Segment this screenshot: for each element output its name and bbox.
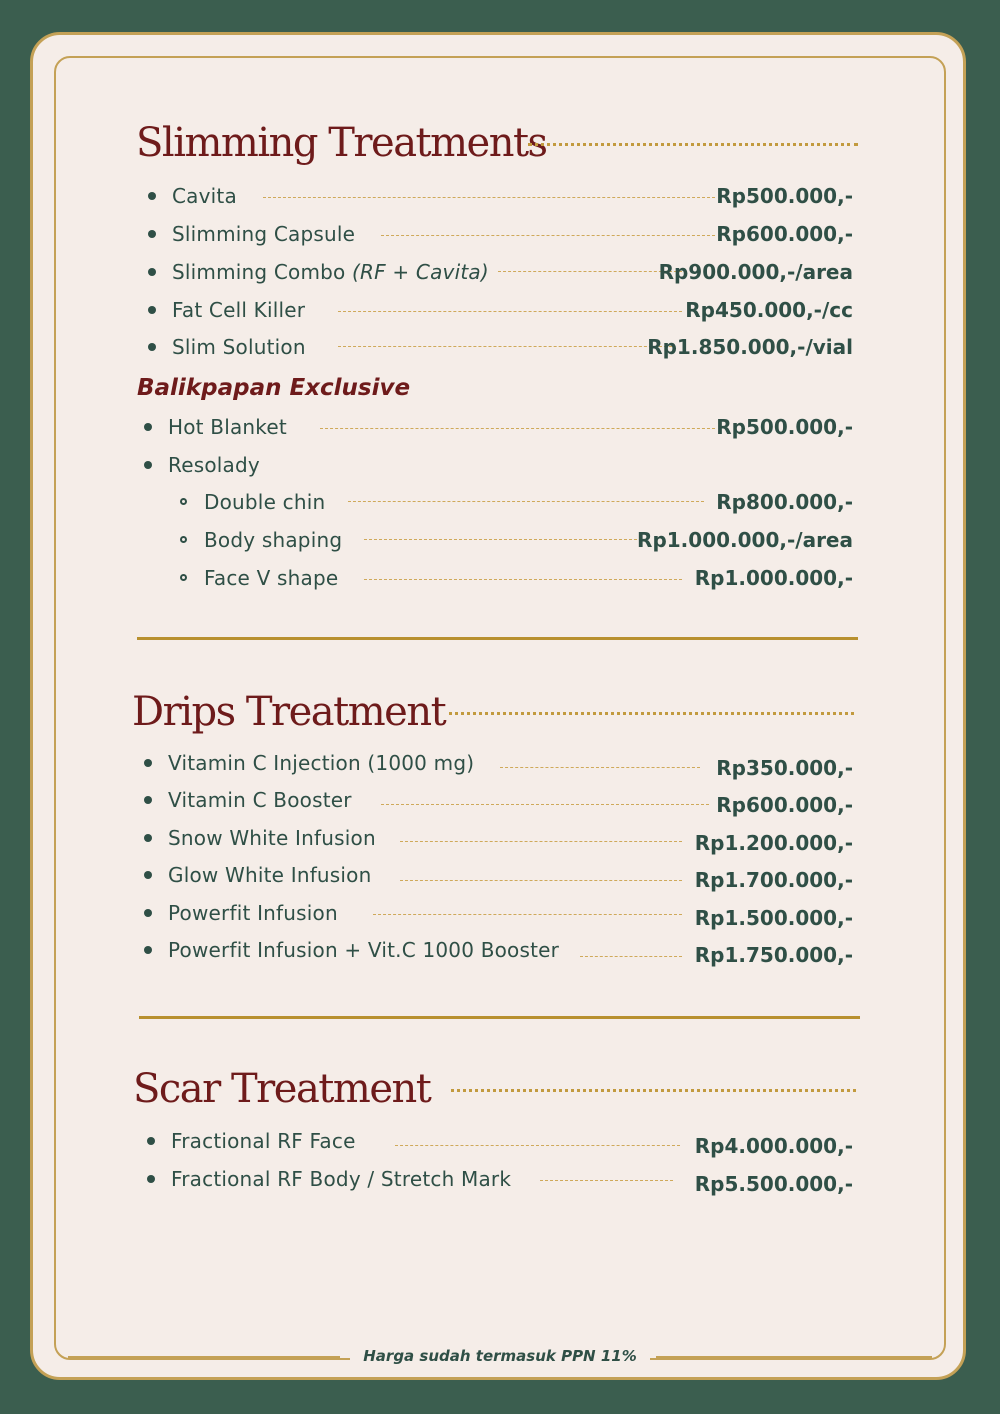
bullet-icon: [147, 1175, 155, 1183]
dotted-leader: [400, 880, 682, 881]
item-name: Double chin: [204, 490, 326, 514]
bullet-icon: [148, 343, 156, 351]
item-name: [172, 257, 489, 287]
list-item: [0, 935, 1000, 965]
section-divider: [139, 1016, 860, 1019]
item-price: Rp600.000,-: [716, 222, 853, 246]
subsection-title: Balikpapan Exclusive: [137, 375, 411, 401]
dotted-leader: [348, 501, 704, 502]
item-name: Fat Cell Killer: [172, 298, 306, 322]
item-price: Rp500.000,-: [716, 184, 853, 208]
bullet-icon: [144, 796, 152, 804]
dotted-leader: [498, 271, 682, 272]
item-price: Rp500.000,-: [716, 415, 853, 439]
list-item: [0, 181, 1000, 211]
hollow-bullet-icon: [180, 498, 187, 505]
dotted-leader: [364, 579, 682, 580]
list-item: [0, 219, 1000, 249]
dotted-leader: [263, 197, 715, 198]
dotted-leader: [580, 956, 682, 957]
dotted-leader: [395, 1145, 680, 1146]
item-name: Powerfit Infusion: [168, 901, 338, 925]
list-item: [0, 450, 1000, 480]
item-price: Rp4.000.000,-: [694, 1134, 853, 1158]
dotted-leader: [373, 914, 682, 915]
section-title-drips: Drips Treatment: [132, 689, 446, 735]
dotted-leader: [400, 841, 682, 842]
dotted-leader: [381, 235, 715, 236]
item-price: Rp1.200.000,-: [694, 831, 853, 855]
sub-list-item: [0, 487, 1000, 517]
item-price: Rp1.850.000,-/vial: [647, 335, 853, 359]
item-price: Rp1.700.000,-: [694, 868, 853, 892]
item-price: Rp350.000,-: [716, 756, 853, 780]
item-name-text: Slimming Combo: [172, 260, 346, 284]
item-name: Resolady: [168, 453, 260, 477]
section-divider: [137, 637, 858, 640]
item-name: Hot Blanket: [168, 415, 287, 439]
list-item: [0, 748, 1000, 778]
bullet-icon: [148, 268, 156, 276]
list-item: [0, 823, 1000, 853]
bullet-icon: [144, 909, 152, 917]
footer-line-right: [656, 1356, 932, 1359]
list-item: [0, 860, 1000, 890]
heading-dots: [449, 712, 854, 715]
item-name: Powerfit Infusion + Vit.C 1000 Booster: [168, 938, 560, 962]
list-item: [0, 785, 1000, 815]
item-price: Rp5.500.000,-: [694, 1172, 853, 1196]
item-name: Slimming Capsule: [172, 222, 356, 246]
list-item: [0, 257, 1000, 287]
item-price: Rp900.000,-/area: [658, 260, 853, 284]
bullet-icon: [144, 946, 152, 954]
item-name: Cavita: [172, 184, 237, 208]
dotted-leader: [540, 1180, 673, 1181]
section-title-scar: Scar Treatment: [133, 1066, 431, 1112]
item-name: Fractional RF Body / Stretch Mark: [171, 1167, 512, 1191]
heading-dots: [451, 1089, 856, 1092]
section-title-slimming: Slimming Treatments: [136, 120, 547, 166]
bullet-icon: [144, 423, 152, 431]
tax-note: Harga sudah termasuk PPN 11%: [350, 1344, 650, 1368]
bullet-icon: [148, 192, 156, 200]
item-name-note: (RF + Cavita): [352, 260, 489, 284]
list-item: [0, 412, 1000, 442]
item-name: Vitamin C Booster: [168, 788, 352, 812]
item-price: Rp1.000.000,-: [694, 566, 853, 590]
bullet-icon: [144, 871, 152, 879]
bullet-icon: [147, 1137, 155, 1145]
item-name: Slim Solution: [172, 335, 306, 359]
list-item: [0, 898, 1000, 928]
dotted-leader: [364, 539, 642, 540]
footer-line-left: [68, 1356, 340, 1359]
list-item: [0, 1126, 1000, 1156]
item-price: Rp1.500.000,-: [694, 906, 853, 930]
item-name: Face V shape: [204, 566, 339, 590]
item-price: Rp600.000,-: [716, 793, 853, 817]
item-name: Fractional RF Face: [171, 1129, 356, 1153]
sub-list-item: [0, 563, 1000, 593]
bullet-icon: [144, 759, 152, 767]
item-name: Body shaping: [204, 528, 343, 552]
dotted-leader: [500, 767, 700, 768]
item-name: Glow White Infusion: [168, 863, 372, 887]
bullet-icon: [144, 834, 152, 842]
list-item: [0, 1164, 1000, 1194]
list-item: [0, 295, 1000, 325]
item-name: Snow White Infusion: [168, 826, 376, 850]
dotted-leader: [381, 804, 709, 805]
dotted-leader: [338, 311, 682, 312]
bullet-icon: [144, 461, 152, 469]
heading-dots: [528, 143, 858, 146]
bullet-icon: [148, 306, 156, 314]
sub-list-item: [0, 525, 1000, 555]
item-price: Rp1.750.000,-: [694, 943, 853, 967]
hollow-bullet-icon: [180, 574, 187, 581]
dotted-leader: [338, 346, 672, 347]
item-name: Vitamin C Injection (1000 mg): [168, 751, 475, 775]
item-price: Rp1.000.000,-/area: [637, 528, 853, 552]
bullet-icon: [148, 230, 156, 238]
hollow-bullet-icon: [180, 536, 187, 543]
list-item: [0, 332, 1000, 362]
item-price: Rp450.000,-/cc: [685, 298, 853, 322]
dotted-leader: [320, 428, 715, 429]
item-price: Rp800.000,-: [716, 490, 853, 514]
